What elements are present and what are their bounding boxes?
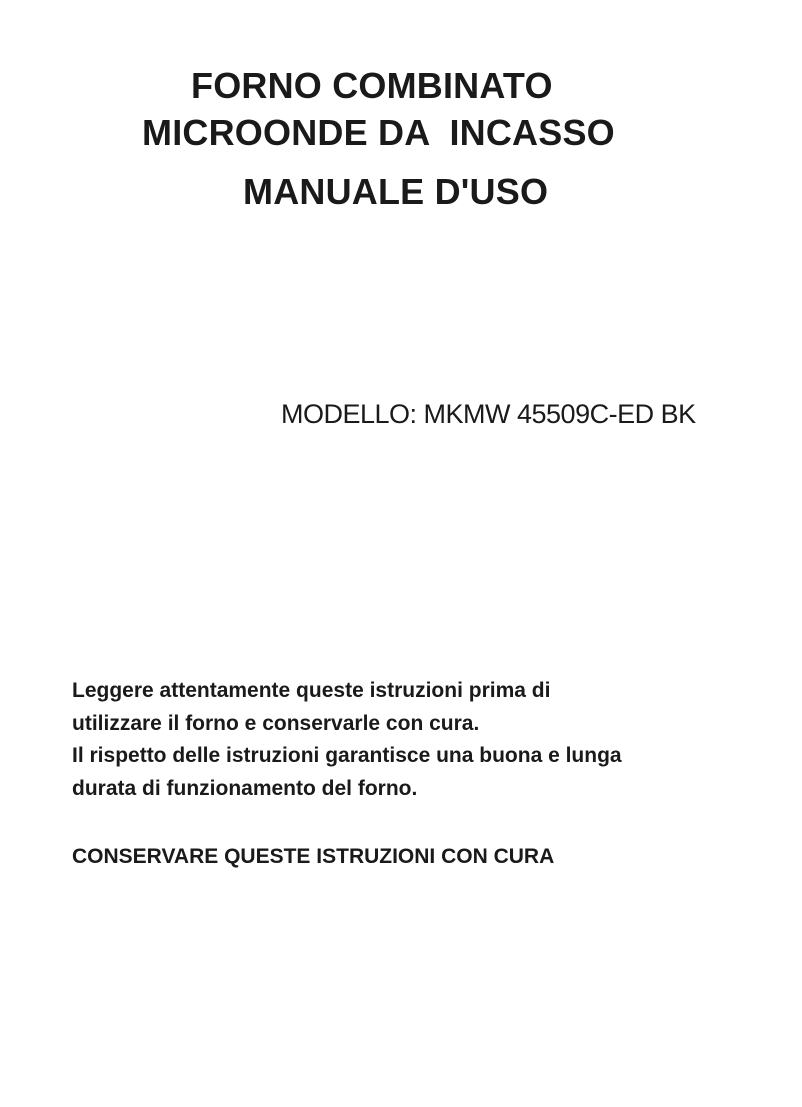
instructions-paragraph bbox=[72, 675, 772, 805]
instructions-line: Leggere attentamente queste istruzioni prima di bbox=[72, 679, 551, 702]
title-line-product-type: FORNO COMBINATO bbox=[191, 65, 553, 106]
instructions-line: utilizzare il forno e conservarle con cura. bbox=[72, 711, 480, 735]
title-line-product-subtype: MICROONDE DA INCASSO bbox=[142, 112, 615, 153]
model-label: MODELLO: MKMW 45509C-ED BK bbox=[281, 399, 696, 429]
instructions-line: Il rispetto delle istruzioni garantisce una buona e lunga bbox=[72, 744, 622, 767]
keep-instructions-note: CONSERVARE QUESTE ISTRUZIONI CON CURA bbox=[72, 845, 555, 868]
title-line-manual: MANUALE D'USO bbox=[243, 171, 549, 212]
instructions-line: durata di funzionamento del forno. bbox=[72, 776, 418, 800]
